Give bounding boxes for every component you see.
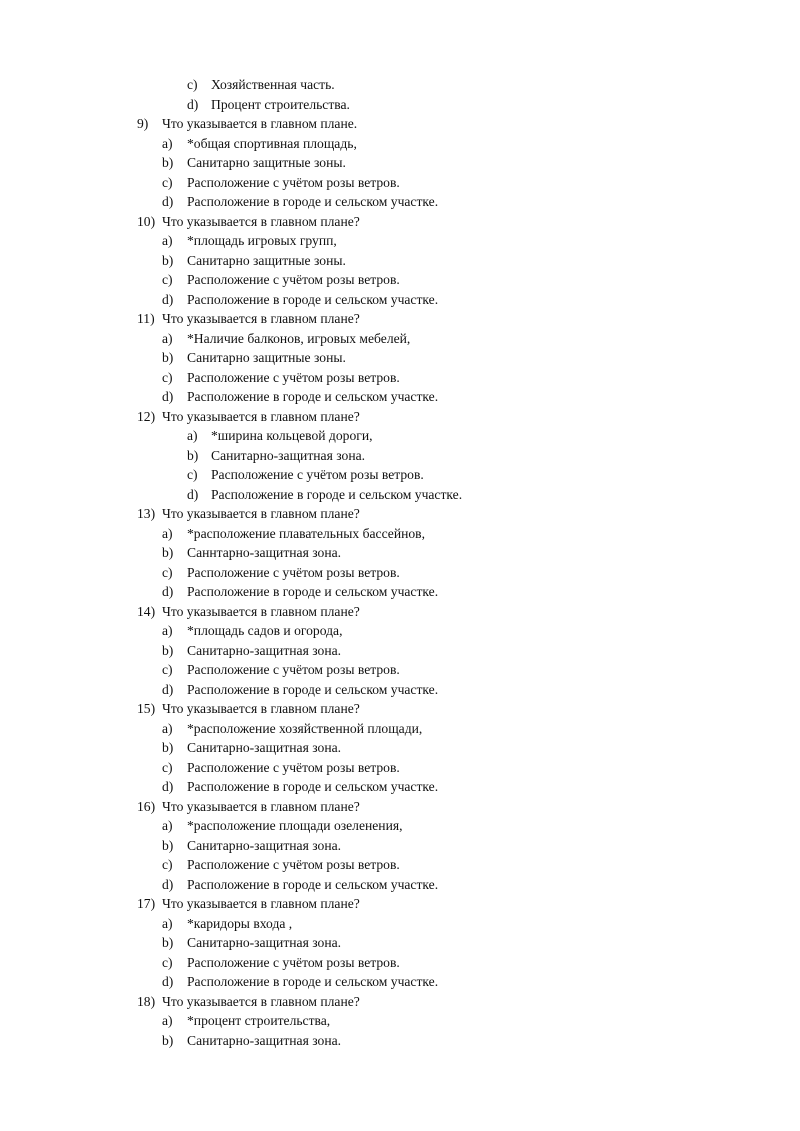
option-text: Расположение в городе и сельском участке. [187, 876, 439, 892]
option-letter: b) [162, 545, 174, 560]
option-text: Санитарно защитные зоны. [187, 350, 346, 365]
option-text: *расположение площади озеленения, [187, 818, 403, 833]
option-letter: a) [162, 525, 173, 541]
option-text: *ширина кольцевой дороги, [211, 428, 373, 443]
option-text: Хозяйственная часть. [211, 77, 335, 92]
option-letter: b) [162, 1032, 174, 1048]
option-letter: b) [162, 837, 174, 853]
option-letter: c) [187, 77, 198, 92]
question-text: Что указывается в главном плане? [162, 603, 360, 619]
question-number: 10) [137, 213, 156, 229]
question-text: Что указывается в главном плане. [162, 116, 358, 131]
option-letter: c) [162, 272, 173, 287]
option-text: Санитарно защитные зоны. [187, 155, 346, 170]
option-text: Расположение в городе и сельском участке. [187, 389, 439, 404]
option-letter: c) [162, 759, 173, 775]
option-text: Санитарно-защитная зона. [187, 1032, 342, 1048]
option-letter: d) [187, 96, 199, 112]
option-letter: c) [162, 564, 173, 580]
option-text: Расположение с учётом розы ветров. [187, 174, 400, 190]
option-text: Санитарно-защитная зона. [187, 642, 342, 658]
option-text: Расположение в городе и сельском участке. [187, 779, 439, 794]
option-text: *Наличие балконов, игровых мебелей, [187, 330, 411, 346]
option-text: *расположение хозяйственной площади, [187, 720, 423, 736]
question-text: Что указывается в главном плане? [162, 311, 360, 326]
option-text: Расположение в городе и сельском участке. [187, 291, 439, 307]
option-letter: b) [187, 447, 199, 463]
option-letter: d) [162, 681, 174, 697]
option-letter: d) [162, 389, 174, 404]
option-text: Расположение в городе и сельском участке. [187, 974, 439, 989]
option-text: Расположение с учётом розы ветров. [187, 369, 400, 385]
option-letter: b) [162, 935, 174, 950]
option-letter: d) [162, 584, 174, 599]
option-text: Санитарно-защитная зона. [187, 837, 342, 853]
option-letter: a) [162, 720, 173, 736]
option-letter: a) [187, 428, 198, 443]
option-text: Расположение с учётом розы ветров. [187, 564, 400, 580]
question-text: Что указывается в главном плане? [162, 506, 360, 521]
option-text: Расположение с учётом розы ветров. [187, 954, 400, 970]
question-number: 14) [137, 603, 156, 619]
option-text: *каридоры входа , [187, 915, 293, 931]
option-letter: c) [162, 369, 173, 385]
question-text: Что указывается в главном плане? [162, 798, 360, 814]
option-letter: d) [162, 974, 174, 989]
option-letter: d) [162, 876, 174, 892]
option-text: *процент строительства, [187, 1013, 331, 1028]
option-letter: c) [162, 857, 173, 872]
option-letter: b) [162, 155, 174, 170]
option-letter: d) [187, 486, 199, 502]
option-text: Расположение в городе и сельском участке. [187, 584, 439, 599]
question-number: 18) [137, 993, 156, 1009]
option-text: Расположение с учётом розы ветров. [211, 467, 424, 482]
option-text: Расположение с учётом розы ветров. [187, 662, 400, 677]
option-text: *площадь игровых групп, [187, 233, 337, 248]
option-letter: a) [162, 330, 173, 346]
option-text: Санитарно-защитная зона. [187, 740, 342, 755]
question-number: 16) [137, 798, 156, 814]
option-letter: c) [162, 662, 173, 677]
option-text: *расположение плавательных бассейнов, [187, 525, 425, 541]
option-letter: a) [162, 915, 173, 931]
question-number: 9) [137, 116, 149, 131]
question-text: Что указывается в главном плане? [162, 896, 360, 911]
option-letter: a) [162, 818, 173, 833]
option-text: Процент строительства. [211, 96, 350, 112]
option-letter: d) [162, 291, 174, 307]
option-text: Расположение в городе и сельском участке. [211, 486, 463, 502]
question-text: Что указывается в главном плане? [162, 993, 360, 1009]
option-letter: c) [162, 174, 173, 190]
option-text: Расположение в городе и сельском участке. [187, 681, 439, 697]
question-number: 15) [137, 701, 156, 716]
option-letter: a) [162, 233, 173, 248]
question-number: 17) [137, 896, 156, 911]
question-number: 13) [137, 506, 156, 521]
option-text: Расположение с учётом розы ветров. [187, 759, 400, 775]
question-text: Что указывается в главном плане? [162, 701, 360, 716]
option-text: *общая спортивная площадь, [187, 135, 357, 151]
option-text: *площадь садов и огорода, [187, 623, 343, 638]
option-text: Саннтарно-защитная зона. [187, 545, 342, 560]
option-letter: b) [162, 740, 174, 755]
option-letter: b) [162, 350, 174, 365]
option-letter: b) [162, 252, 174, 268]
option-text: Расположение с учётом розы ветров. [187, 857, 400, 872]
option-text: Расположение с учётом розы ветров. [187, 272, 400, 287]
option-letter: d) [162, 779, 174, 794]
option-letter: a) [162, 623, 173, 638]
option-text: Санитарно-защитная зона. [187, 935, 342, 950]
question-number: 11) [137, 311, 155, 326]
option-letter: a) [162, 1013, 173, 1028]
option-letter: c) [162, 954, 173, 970]
option-letter: b) [162, 642, 174, 658]
question-text: Что указывается в главном плане? [162, 213, 360, 229]
option-text: Санитарно защитные зоны. [187, 252, 346, 268]
option-text: Санитарно-защитная зона. [211, 447, 366, 463]
option-letter: d) [162, 194, 174, 209]
question-text: Что указывается в главном плане? [162, 408, 360, 424]
question-number: 12) [137, 408, 156, 424]
option-letter: a) [162, 135, 173, 151]
option-text: Расположение в городе и сельском участке. [187, 194, 439, 209]
option-letter: c) [187, 467, 198, 482]
